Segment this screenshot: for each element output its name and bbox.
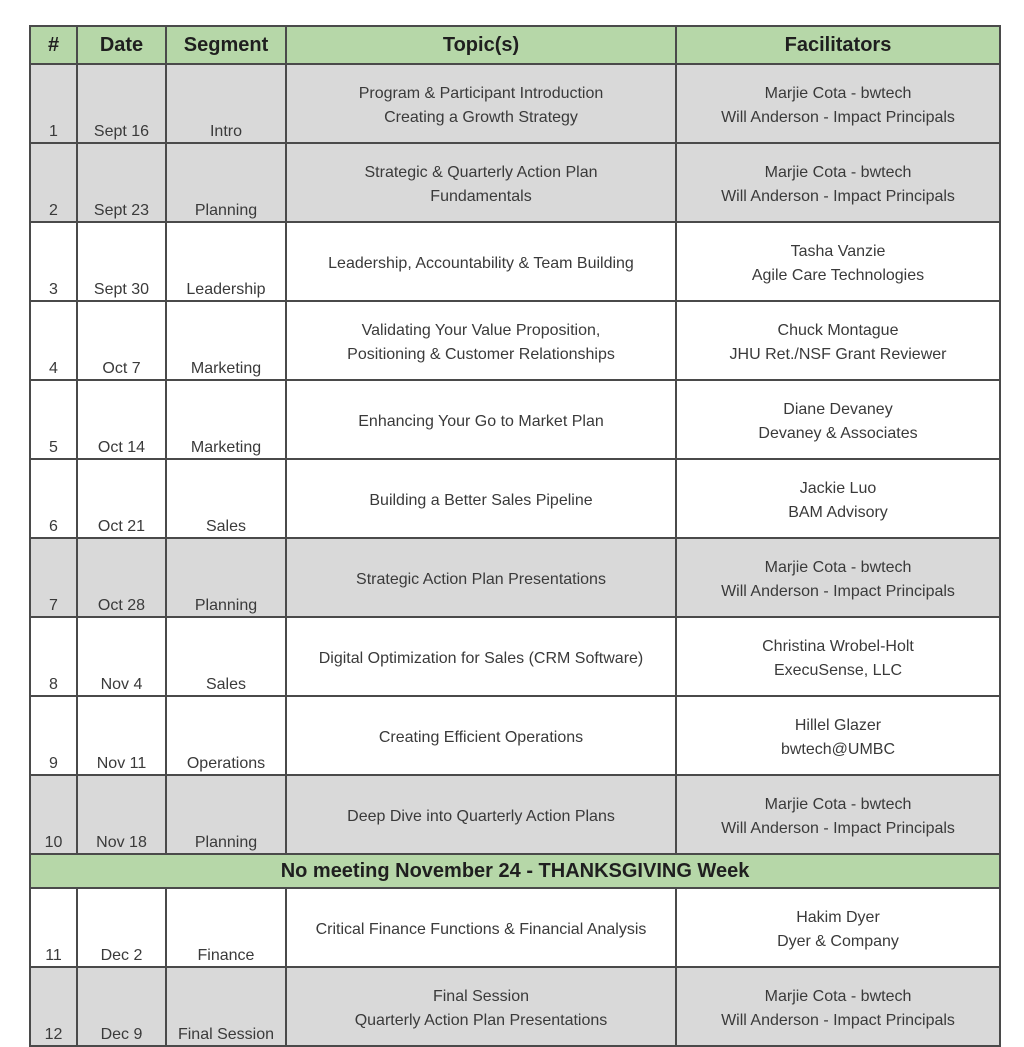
- facilitator-line-1: Diane Devaney: [783, 400, 893, 418]
- topic-line-1: Program & Participant Introduction: [358, 84, 604, 102]
- session-segment: Sales: [166, 459, 286, 538]
- header-topics: Topic(s): [286, 26, 676, 64]
- session-topics: [286, 617, 676, 696]
- facilitator-line-1: Marjie Cota - bwtech: [764, 558, 912, 576]
- facilitator-line-2: Will Anderson - Impact Principals: [721, 582, 955, 600]
- topic-line-2: Positioning & Customer Relationships: [347, 345, 615, 363]
- schedule-body: [30, 64, 1000, 1046]
- session-topics: [286, 538, 676, 617]
- table-row: [30, 538, 1000, 617]
- facilitator-line-1: Hakim Dyer: [796, 908, 880, 926]
- header-number: #: [30, 26, 77, 64]
- table-row: [30, 888, 1000, 967]
- session-segment: Marketing: [166, 301, 286, 380]
- session-facilitators: [676, 696, 1000, 775]
- session-number: 8: [30, 617, 77, 696]
- session-segment: Intro: [166, 64, 286, 143]
- session-facilitators: [676, 301, 1000, 380]
- session-segment: Sales: [166, 617, 286, 696]
- facilitator-line-2: Will Anderson - Impact Principals: [721, 187, 955, 205]
- session-topics: [286, 459, 676, 538]
- session-segment: Planning: [166, 143, 286, 222]
- table-row: [30, 967, 1000, 1046]
- session-date: Sept 30: [77, 222, 166, 301]
- session-number: 4: [30, 301, 77, 380]
- schedule-table: [29, 25, 1001, 1047]
- session-facilitators: [676, 775, 1000, 854]
- topic-line-1: Final Session: [432, 987, 530, 1005]
- topic-line-1: Creating Efficient Operations: [378, 728, 584, 746]
- table-row: [30, 775, 1000, 854]
- session-date: Nov 18: [77, 775, 166, 854]
- header-segment: Segment: [166, 26, 286, 64]
- facilitator-line-2: Devaney & Associates: [758, 424, 918, 442]
- session-facilitators: [676, 888, 1000, 967]
- session-facilitators: [676, 617, 1000, 696]
- session-topics: [286, 301, 676, 380]
- session-number: 1: [30, 64, 77, 143]
- session-number: 11: [30, 888, 77, 967]
- session-date: Oct 21: [77, 459, 166, 538]
- topic-line-1: Leadership, Accountability & Team Building: [328, 254, 634, 272]
- table-row: [30, 380, 1000, 459]
- session-number: 7: [30, 538, 77, 617]
- table-row: [30, 222, 1000, 301]
- topic-line-1: Strategic & Quarterly Action Plan: [364, 163, 598, 181]
- facilitator-line-1: Marjie Cota - bwtech: [764, 163, 912, 181]
- session-topics: [286, 380, 676, 459]
- session-facilitators: [676, 459, 1000, 538]
- session-number: 12: [30, 967, 77, 1046]
- session-facilitators: [676, 380, 1000, 459]
- table-row: [30, 301, 1000, 380]
- session-facilitators: [676, 967, 1000, 1046]
- topic-line-1: Digital Optimization for Sales (CRM Software): [318, 649, 644, 667]
- facilitator-line-2: BAM Advisory: [788, 503, 888, 521]
- facilitator-line-1: Marjie Cota - bwtech: [764, 84, 912, 102]
- table-row: [30, 143, 1000, 222]
- session-number: 3: [30, 222, 77, 301]
- session-topics: [286, 888, 676, 967]
- session-topics: [286, 967, 676, 1046]
- session-segment: Leadership: [166, 222, 286, 301]
- facilitator-line-1: Tasha Vanzie: [790, 242, 886, 260]
- facilitator-line-1: Chuck Montague: [777, 321, 899, 339]
- facilitator-line-1: Marjie Cota - bwtech: [764, 987, 912, 1005]
- session-date: Dec 9: [77, 967, 166, 1046]
- session-facilitators: [676, 143, 1000, 222]
- session-date: Nov 11: [77, 696, 166, 775]
- session-segment: Planning: [166, 775, 286, 854]
- facilitator-line-2: JHU Ret./NSF Grant Reviewer: [729, 345, 947, 363]
- facilitator-line-1: Marjie Cota - bwtech: [764, 795, 912, 813]
- session-number: 10: [30, 775, 77, 854]
- facilitator-line-2: Will Anderson - Impact Principals: [721, 1011, 955, 1029]
- session-date: Sept 16: [77, 64, 166, 143]
- notice-row: [30, 854, 1000, 888]
- facilitator-line-2: Agile Care Technologies: [751, 266, 925, 284]
- session-segment: Operations: [166, 696, 286, 775]
- table-row: [30, 617, 1000, 696]
- facilitator-line-2: Will Anderson - Impact Principals: [721, 108, 955, 126]
- topic-line-2: Quarterly Action Plan Presentations: [354, 1011, 608, 1029]
- topic-line-1: Deep Dive into Quarterly Action Plans: [347, 807, 615, 825]
- header-row: [30, 26, 1000, 64]
- session-facilitators: [676, 222, 1000, 301]
- facilitator-line-1: Hillel Glazer: [794, 716, 882, 734]
- session-number: 9: [30, 696, 77, 775]
- session-facilitators: [676, 64, 1000, 143]
- thanksgiving-notice: No meeting November 24 - THANKSGIVING Week: [30, 854, 1000, 888]
- session-date: Oct 7: [77, 301, 166, 380]
- table-row: [30, 64, 1000, 143]
- session-date: Oct 28: [77, 538, 166, 617]
- topic-line-2: Fundamentals: [430, 187, 532, 205]
- session-topics: [286, 64, 676, 143]
- session-segment: Planning: [166, 538, 286, 617]
- session-date: Dec 2: [77, 888, 166, 967]
- session-number: 6: [30, 459, 77, 538]
- facilitator-line-2: ExecuSense, LLC: [773, 661, 903, 679]
- session-date: Nov 4: [77, 617, 166, 696]
- session-topics: [286, 222, 676, 301]
- topic-line-2: Creating a Growth Strategy: [384, 108, 578, 126]
- facilitator-line-2: Will Anderson - Impact Principals: [721, 819, 955, 837]
- session-number: 5: [30, 380, 77, 459]
- header-facilitators: Facilitators: [676, 26, 1000, 64]
- table-row: [30, 696, 1000, 775]
- topic-line-1: Enhancing Your Go to Market Plan: [358, 412, 604, 430]
- topic-line-1: Building a Better Sales Pipeline: [369, 491, 593, 509]
- session-topics: [286, 696, 676, 775]
- session-number: 2: [30, 143, 77, 222]
- topic-line-1: Critical Finance Functions & Financial Analysis: [315, 920, 647, 938]
- facilitator-line-1: Jackie Luo: [799, 479, 877, 497]
- session-facilitators: [676, 538, 1000, 617]
- topic-line-1: Strategic Action Plan Presentations: [356, 570, 606, 588]
- header-date: Date: [77, 26, 166, 64]
- session-date: Sept 23: [77, 143, 166, 222]
- facilitator-line-2: Dyer & Company: [777, 932, 899, 950]
- session-date: Oct 14: [77, 380, 166, 459]
- session-segment: Final Session: [166, 967, 286, 1046]
- session-topics: [286, 143, 676, 222]
- session-segment: Finance: [166, 888, 286, 967]
- facilitator-line-1: Christina Wrobel-Holt: [762, 637, 914, 655]
- table-row: [30, 459, 1000, 538]
- session-topics: [286, 775, 676, 854]
- facilitator-line-2: bwtech@UMBC: [780, 740, 896, 758]
- topic-line-1: Validating Your Value Proposition,: [361, 321, 601, 339]
- session-segment: Marketing: [166, 380, 286, 459]
